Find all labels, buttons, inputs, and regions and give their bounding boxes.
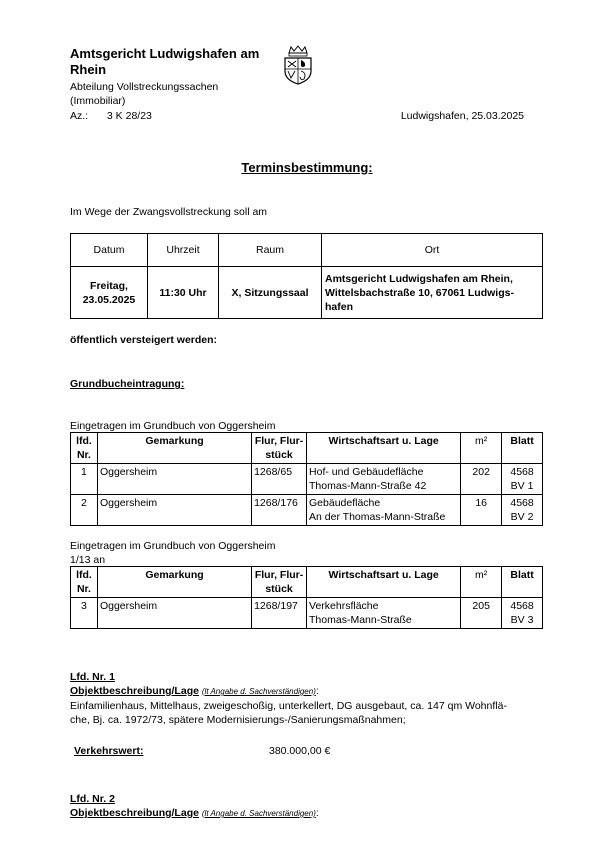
item-2-object-label <box>70 807 319 819</box>
row-flur: 1268/65 <box>252 464 307 495</box>
row-m2: 205 <box>461 598 502 629</box>
row-blatt <box>502 598 543 629</box>
object-description-note: (lt Angabe d. Sachverständigen) <box>201 687 316 696</box>
col-wirtschaftsart: Wirtschaftsart u. Lage <box>307 433 461 464</box>
col-lfd-line2: Nr. <box>76 449 91 461</box>
place-date: Ludwigshafen, 25.03.2025 <box>400 110 524 122</box>
land-register-heading: Grundbucheintragung: <box>70 378 185 390</box>
file-reference-value: 3 K 28/23 <box>106 110 152 122</box>
header-uhrzeit: Uhrzeit <box>148 234 219 267</box>
land-register-table-2 <box>70 566 543 629</box>
col-lfd <box>71 567 98 598</box>
header-ort: Ort <box>322 234 543 267</box>
col-flur-line2: stück <box>265 449 293 461</box>
item-1-object-label <box>70 685 319 697</box>
appointment-row <box>71 267 543 319</box>
col-flur-line2: stück <box>265 583 293 595</box>
item-1-description <box>70 699 540 727</box>
header-raum: Raum <box>219 234 322 267</box>
col-m2: m² <box>461 433 502 464</box>
file-reference <box>70 110 152 122</box>
department <box>70 80 218 108</box>
row-art-line1: Gebäudefläche <box>309 497 381 509</box>
row-gemarkung: Oggersheim <box>97 464 251 495</box>
appointment-location <box>322 267 543 319</box>
row-art-line1: Verkehrsfläche <box>309 600 379 612</box>
land-register-1-caption: Eingetragen im Grundbuch von Oggersheim <box>70 420 276 432</box>
col-flur-line1: Flur, Flur- <box>254 435 304 447</box>
land-register-2-caption-line1: Eingetragen im Grundbuch von Oggersheim <box>70 540 276 552</box>
location-line1: Amtsgericht Ludwigshafen am Rhein, <box>325 272 513 285</box>
department-line1: Abteilung Vollstreckungssachen <box>70 81 219 93</box>
row-m2: 202 <box>461 464 502 495</box>
appointment-header-row <box>71 234 543 267</box>
row-wirtschaftsart <box>307 495 461 526</box>
row-gemarkung: Oggersheim <box>97 598 251 629</box>
coat-of-arms-icon <box>281 43 315 85</box>
col-lfd <box>71 433 98 464</box>
row-blatt-line1: 4568 <box>510 466 534 478</box>
object-description-label: Objektbeschreibung/Lage <box>70 685 199 697</box>
appointment-time: 11:30 Uhr <box>148 267 219 319</box>
col-lfd-line1: lfd. <box>76 435 92 447</box>
col-wirtschaftsart: Wirtschaftsart u. Lage <box>307 567 461 598</box>
object-description-note: (lt Angabe d. Sachverständigen) <box>201 809 316 818</box>
row-wirtschaftsart <box>307 598 461 629</box>
appointment-table <box>70 233 543 319</box>
row-nr: 2 <box>71 495 98 526</box>
item-2-heading: Lfd. Nr. 2 <box>70 793 115 805</box>
land-register-table-1 <box>70 432 543 526</box>
col-flur <box>252 433 307 464</box>
object-description-colon: : <box>315 807 319 819</box>
row-blatt <box>502 464 543 495</box>
row-gemarkung: Oggersheim <box>97 495 251 526</box>
court-name: Amtsgericht Ludwigshafen am Rhein <box>70 46 260 77</box>
row-nr: 1 <box>71 464 98 495</box>
land-register-2-caption <box>70 539 275 567</box>
appointment-date-value: 23.05.2025 <box>82 293 136 306</box>
col-flur-line1: Flur, Flur- <box>254 569 304 581</box>
row-m2: 16 <box>461 495 502 526</box>
row-flur: 1268/176 <box>252 495 307 526</box>
row-blatt <box>502 495 543 526</box>
market-value: 380.000,00 € <box>269 745 331 757</box>
auction-statement: öffentlich versteigert werden: <box>70 334 218 346</box>
row-blatt-line2: BV 2 <box>510 511 534 523</box>
item-1-description-line1: Einfamilienhaus, Mittelhaus, zweigeschoßig, unterkellert, DG ausgebaut, ca. 147 qm Wohnflä- <box>70 700 507 712</box>
row-art-line2: Thomas-Mann-Straße 42 <box>309 480 427 492</box>
file-reference-label: Az.: <box>70 110 89 122</box>
location-line3: hafen <box>325 300 354 313</box>
table-row <box>71 598 543 629</box>
row-blatt-line2: BV 3 <box>510 614 534 626</box>
col-gemarkung: Gemarkung <box>97 433 251 464</box>
row-wirtschaftsart <box>307 464 461 495</box>
row-art-line1: Hof- und Gebäudefläche <box>309 466 424 478</box>
col-blatt: Blatt <box>502 567 543 598</box>
col-lfd-line2: Nr. <box>76 583 91 595</box>
row-nr: 3 <box>71 598 98 629</box>
col-m2: m² <box>461 567 502 598</box>
appointment-weekday: Freitag, <box>90 279 128 292</box>
row-flur: 1268/197 <box>252 598 307 629</box>
appointment-date <box>71 267 148 319</box>
col-flur <box>252 567 307 598</box>
item-1-description-line2: che, Bj. ca. 1972/73, spätere Modernisierungs-/Sanierungsmaßnahmen; <box>70 714 406 726</box>
land-register-2-caption-line2: 1/13 an <box>70 554 106 566</box>
row-art-line2: An der Thomas-Mann-Straße <box>309 511 446 523</box>
object-description-label: Objektbeschreibung/Lage <box>70 807 199 819</box>
row-blatt-line1: 4568 <box>510 497 534 509</box>
item-1-heading: Lfd. Nr. 1 <box>70 671 115 683</box>
location-line2: Wittelsbachstraße 10, 67061 Ludwigs- <box>325 286 514 299</box>
land-register-header-row <box>71 567 543 598</box>
land-register-header-row <box>71 433 543 464</box>
table-row <box>71 464 543 495</box>
table-row <box>71 495 543 526</box>
department-line2: (Immobiliar) <box>70 95 126 107</box>
col-blatt: Blatt <box>502 433 543 464</box>
col-gemarkung: Gemarkung <box>97 567 251 598</box>
appointment-room: X, Sitzungssaal <box>219 267 322 319</box>
row-blatt-line1: 4568 <box>510 600 534 612</box>
intro-text: Im Wege der Zwangsvollstreckung soll am <box>70 206 268 218</box>
market-value-label: Verkehrswert: <box>74 745 144 757</box>
page-title: Terminsbestimmung: <box>241 160 373 175</box>
object-description-colon: : <box>315 685 319 697</box>
row-art-line2: Thomas-Mann-Straße <box>309 614 412 626</box>
col-lfd-line1: lfd. <box>76 569 92 581</box>
row-blatt-line2: BV 1 <box>510 480 534 492</box>
header-datum: Datum <box>71 234 148 267</box>
